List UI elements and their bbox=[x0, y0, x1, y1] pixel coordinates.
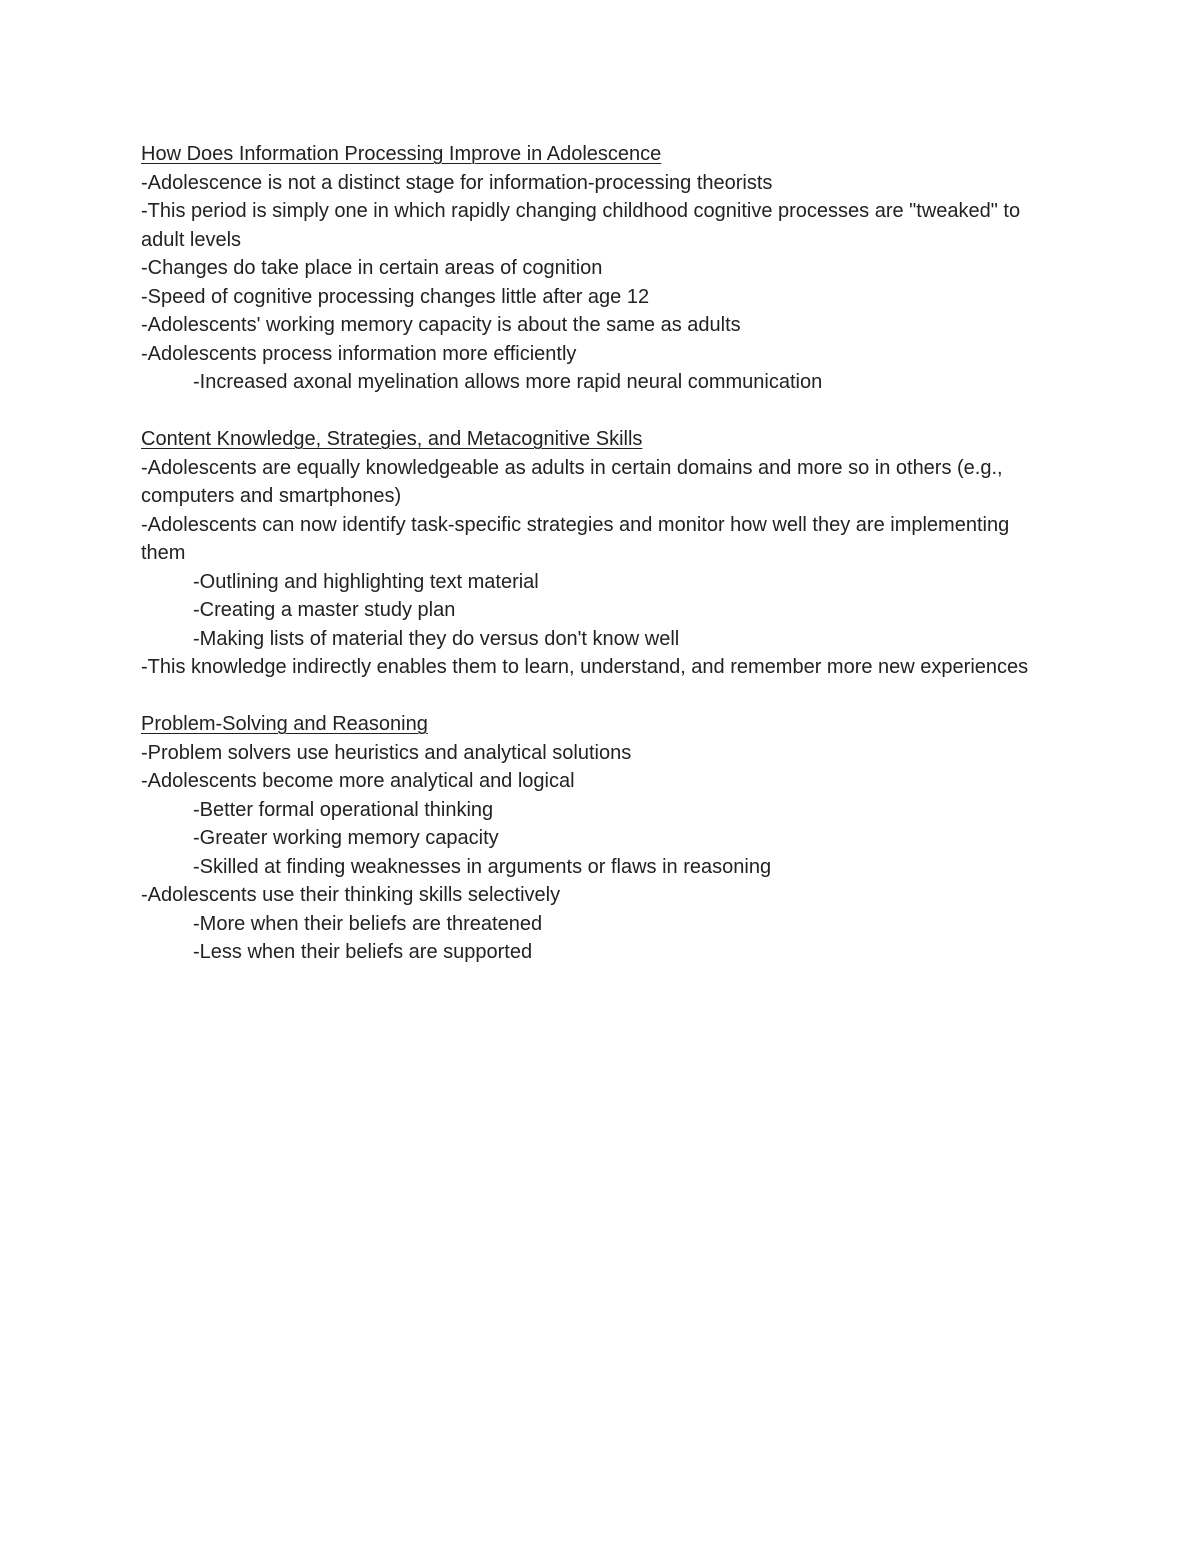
bullet-line: -Adolescents use their thinking skills selectively bbox=[141, 884, 561, 906]
bullet-line: -Problem solvers use heuristics and analytical solutions bbox=[141, 741, 632, 764]
sub-bullet-line: -Less when their beliefs are supported bbox=[193, 941, 533, 963]
section-information-processing bbox=[141, 140, 1041, 397]
bullet-line: -Adolescence is not a distinct stage for information-processing theorists bbox=[141, 171, 773, 194]
bullet-line: -Adolescents' working memory capacity is about the same as adults bbox=[141, 314, 741, 336]
sub-bullet-line: -Skilled at finding weaknesses in arguments or flaws in reasoning bbox=[193, 855, 772, 878]
bullet-line: -Speed of cognitive processing changes little after age 12 bbox=[141, 285, 650, 308]
section-problem-solving bbox=[141, 710, 1041, 967]
sub-bullet-line: -More when their beliefs are threatened bbox=[193, 912, 543, 935]
bullet-line: -This period is simply one in which rapidly changing childhood cognitive processes are "tweaked" to adult levels bbox=[141, 200, 1021, 251]
section-content-knowledge bbox=[141, 425, 1041, 682]
bullet-line: -This knowledge indirectly enables them to learn, understand, and remember more new experiences bbox=[141, 656, 1029, 678]
sub-bullet-line: -Making lists of material they do versus don't know well bbox=[193, 627, 680, 650]
document-page bbox=[141, 140, 1041, 995]
section-heading: How Does Information Processing Improve in Adolescence bbox=[141, 143, 662, 165]
bullet-line: -Adolescents process information more efficiently bbox=[141, 342, 577, 365]
bullet-line: -Adolescents are equally knowledgeable as adults in certain domains and more so in others (e.g., computers and smartphones) bbox=[141, 456, 1003, 507]
section-heading: Problem-Solving and Reasoning bbox=[141, 713, 428, 735]
sub-bullet-line: -Outlining and highlighting text material bbox=[193, 570, 539, 593]
bullet-line: -Changes do take place in certain areas of cognition bbox=[141, 257, 603, 279]
sub-bullet-line: -Better formal operational thinking bbox=[193, 798, 494, 821]
sub-bullet-line: -Increased axonal myelination allows more rapid neural communication bbox=[193, 371, 823, 393]
bullet-line: -Adolescents become more analytical and logical bbox=[141, 770, 575, 792]
bullet-line: -Adolescents can now identify task-specific strategies and monitor how well they are implementing them bbox=[141, 513, 1010, 564]
sub-bullet-line: -Greater working memory capacity bbox=[193, 827, 499, 849]
section-heading: Content Knowledge, Strategies, and Metacognitive Skills bbox=[141, 428, 643, 450]
sub-bullet-line: -Creating a master study plan bbox=[193, 599, 456, 621]
